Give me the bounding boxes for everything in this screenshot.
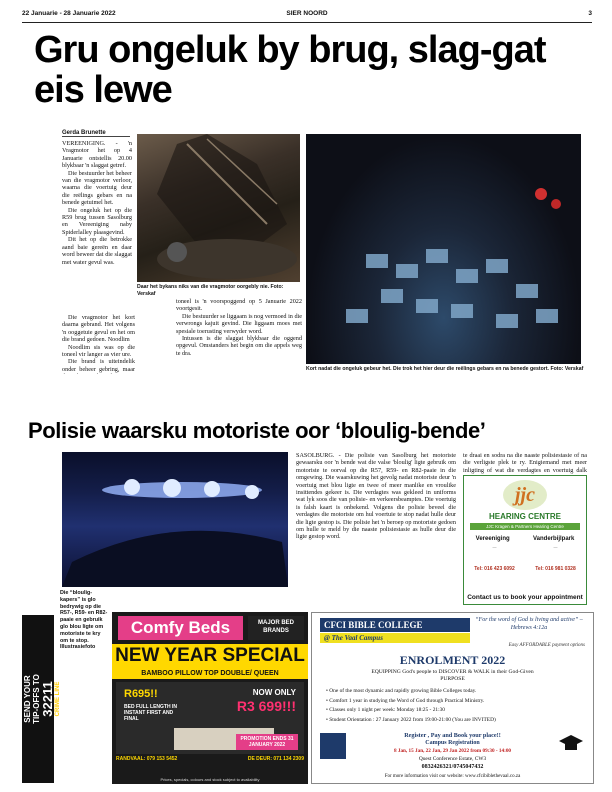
register-cta: Register , Pay and Book your place!! xyxy=(404,732,501,739)
hearing-name: HEARING CENTRE xyxy=(488,512,561,521)
comfy-offer: BED FULL LENGTH IN INSTANT FIRST AND FINAL xyxy=(124,704,177,722)
college-quote: “For the word of God is living and active” – Hebrews 4:12a xyxy=(475,617,583,631)
enrolment-bullets: • One of the most dynamic and rapidly growing Bible Colleges today. • Comfort 1 year in studying the Word of God through Practical Ministry. • Classes only 1 night per week: Monday 18:25 - 21:30 • Student Orientation : 27 January 2022 from 19:00-21:00 (You are INVITED) xyxy=(326,688,496,723)
header-divider xyxy=(22,22,592,23)
comfy-product: BAMBOO PILLOW TOP DOUBLE/ QUEEN xyxy=(112,668,308,679)
hearing-cta: Contact us to book your appointment xyxy=(467,594,583,601)
college-website[interactable]: For more information visit our website: www.cfcibiblethevaal.co.za xyxy=(384,774,521,779)
paper-name: SIER NOORD xyxy=(286,10,328,17)
graduation-cap-icon xyxy=(559,733,583,753)
article2-col2: te draai en sodra na die naaste polisiestasie of na die verligste plek te ry. Enigiemand met meer inligting of wat die verdagtes en voertuig dalk xyxy=(463,452,587,474)
hearing-logo: jjc xyxy=(503,480,547,510)
registration-venue: Quest Conference Estate, CW3 xyxy=(418,756,487,762)
crash-scene-photo xyxy=(306,134,581,364)
issue-date: 22 Januarie - 28 Januarie 2022 xyxy=(22,10,116,17)
campus-registration: Campus Registration xyxy=(425,740,480,746)
comfy-promo: PROMOTION ENDS 31 JANUARY 2022 xyxy=(236,734,298,750)
truck-wreck-illustration xyxy=(137,134,300,282)
registration-dates: 8 Jan, 15 Jan, 22 Jan, 29 Jan 2022 from 09:30 - 14:00 xyxy=(393,748,512,754)
article1-col1: VEREENIGING. - 'n Vragmotor het op 4 Januarie ontstellis 20.00 blykbaar 'n slaggat getref. Die bestuurder het beheer van die vragmotor verloor, waarna die voertuig deur die reëlings gebars en na benede getuimel het. Die ongeluk het op die R59 brug tussen Sasolburg en Vereeniging naby Spiderlalley plaasgevind. Dit het op die betrokke aand baie gereën en daar word beweer dat die slaggat met water gevul was. xyxy=(62,140,132,266)
comfy-headline: NEW YEAR SPECIAL xyxy=(112,644,308,668)
article2-headline: Polisie waarsku motoriste oor ‘bloulig-bende’ xyxy=(28,418,486,443)
photo2-caption: Kort nadat die ongeluk gebeur het. Die trok het hier deur die reëlings gebars en na benede gestort. Foto: Verskaf xyxy=(306,366,584,372)
registration-phone: 0832426321/0745047432 xyxy=(421,764,484,770)
comfy-stores: RANDVAAL: 079 153 5452 DE DEUR: 071 134 2309 xyxy=(116,756,304,762)
enrolment-equip: EQUIPPING God's people to DISCOVER & WALK in their God-Given PURPOSE xyxy=(371,669,534,682)
comfy-now: NOW ONLY xyxy=(252,688,296,697)
hearing-phones: Tel: 016 423 6092 Tel: 016 981 0328 xyxy=(474,566,576,572)
hearing-locations: Vereeniging Vanderbijlpark xyxy=(475,536,575,542)
crash-scene-illustration xyxy=(306,134,581,364)
comfy-price: R3 699!!! xyxy=(236,698,296,714)
comfy-save: R695!! xyxy=(124,688,158,700)
hearing-addresses: — — xyxy=(492,544,558,549)
crime-line-ad[interactable] xyxy=(14,615,61,783)
article1-headline: Gru ongeluk by brug, slag-gat eis lewe xyxy=(34,29,546,111)
article1-col1b: Die vragmotor het kort daarna gebrand. Het volgens 'n ooggetuie gevul en het om die brand gedoen. Noodlim Noodlim sis was op die toneel vir langer as vier ure. Die brand is uiteindelik onder beheer gebring, maar xyxy=(62,314,135,373)
hearing-sub: JJC Kragen & Partners Hearing Centre xyxy=(470,523,580,530)
page-number: 3 xyxy=(588,10,592,17)
article2-side-caption: Die “bloulig-kapers” is glo bedrywig op die R57-, R59- en R82-paaie en gebruik glo blou ligte om motoriste te kry om te stop. Illustrasiefoto xyxy=(60,590,108,651)
truck-wreck-photo xyxy=(137,134,300,282)
comfy-bed-image xyxy=(116,682,304,754)
police-lights-photo xyxy=(62,452,288,587)
college-name: CFCI BIBLE COLLEGE xyxy=(320,618,470,632)
article1-author: Gerda Brunette xyxy=(62,130,130,137)
hearing-centre-ad[interactable] xyxy=(463,475,587,605)
page-header xyxy=(22,10,592,22)
bible-college-ad[interactable] xyxy=(311,612,594,784)
police-lights-illustration xyxy=(62,452,288,587)
comfy-brand: Comfy Beds xyxy=(118,616,243,640)
photo1-caption: Daar het bykans niks van die vragmotor oorgebly nie. Foto: Verskaf xyxy=(137,284,284,297)
crime-line-text: STOP CRIME SEND YOUR TIP-OFFS TO 32211 CRIME LINE xyxy=(14,674,61,724)
article1-col3: toneel is 'n voorspoggend op 5 Januarie 2022 voortgesit. Die bestuurder se liggaam is nog vermoed in die verwrongs kajuit gevind. Die liggaam moes met spesiale toerusting verwyder word. Intussen is die slaggat blykbaar die oggend opgevul. Omstanders het begin om die appels weg te dra. xyxy=(176,298,302,357)
comfy-badge: MAJOR BED BRANDS xyxy=(248,616,304,640)
comfy-beds-ad[interactable] xyxy=(112,612,308,784)
college-campus: @ The Vaal Campus xyxy=(320,633,470,643)
enrolment-title: ENROLMENT 2022 xyxy=(399,653,506,667)
article2-col1: SASOLBURG. - Die polisie van Sasolburg het motoriste gewaarsku oor 'n bende wat die valse 'bloulig' ligte gebruik om motoriste te oorval op die R57, R59- en R82-paaie in die omgewing. Die waarskuwing het gevolg nadat motoriste deur 'n voertuig met blou ligte en twee of meer manlike en vroulike insittendes gekeer is. Die verdagtes was gekleed in uniforms wat lyk soos die van polisie- en verkeersbeamptes. Die voertuig is falsh kaart is onbekend. Volgens die polisie beveel die verdagtes die motoriste om hul voertuie te stop nadat hulle deur die ligte gestop is. Die polisie het 'n beroep op motoriste gedoen om hulle te meld by die naaste polisiestasie as hulle deur die ligte gestop word. xyxy=(296,452,456,541)
college-tagline: Easy AFFORDABLE payment options xyxy=(508,643,585,648)
college-crest-icon xyxy=(320,733,346,759)
comfy-footer: Prices, specials, colours and stock subject to availability xyxy=(160,777,260,782)
